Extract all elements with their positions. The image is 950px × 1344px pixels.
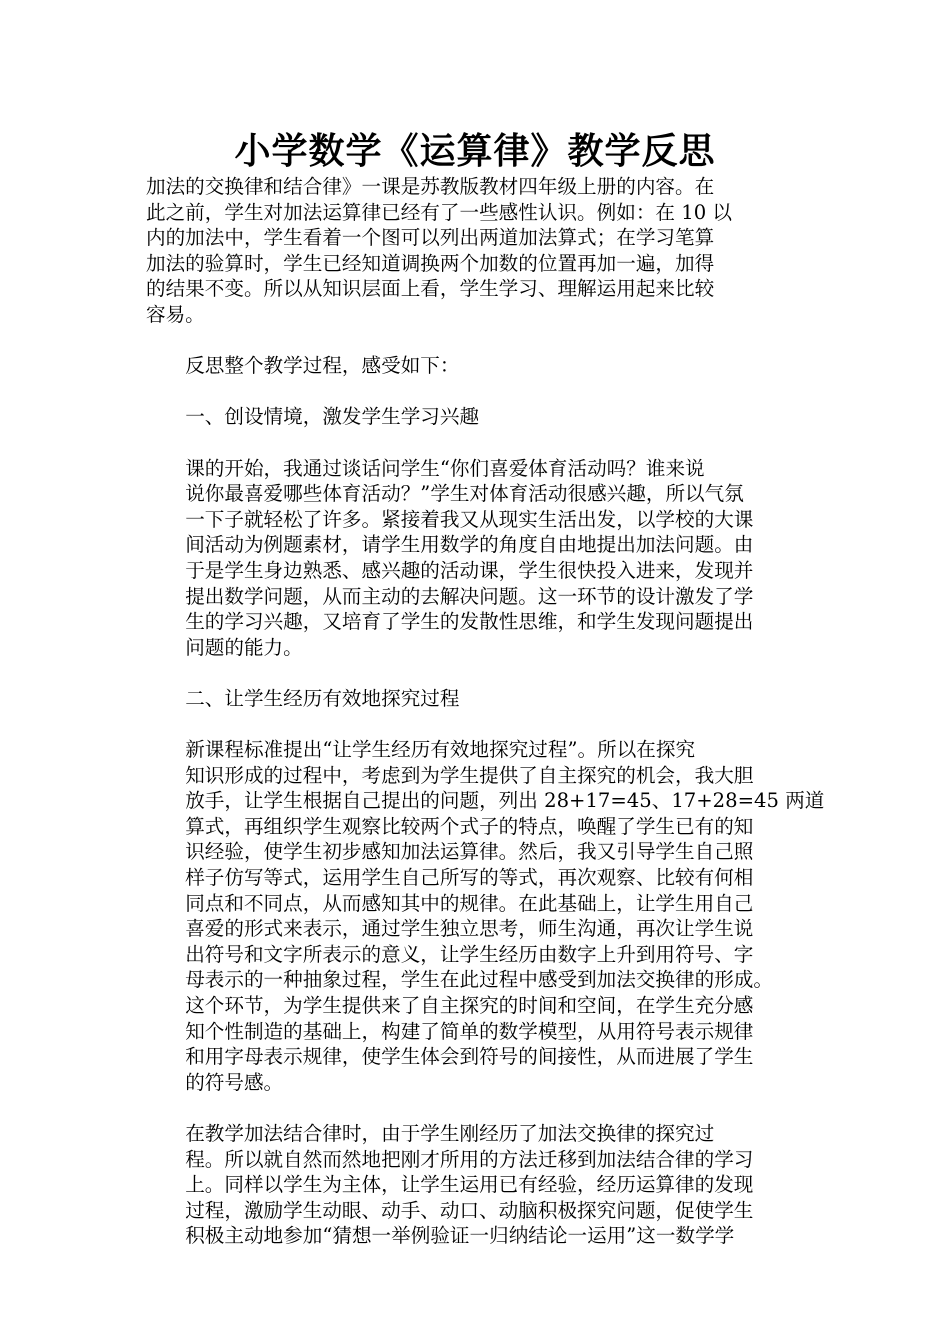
paragraph: [146, 174, 808, 328]
text-line: 上。同样以学生为主体，让学生运用已有经验，经历运算律的发现: [185, 1173, 754, 1197]
text-line: 此之前，学生对加法运算律已经有了一些感性认识。例如：在 10 以: [146, 200, 733, 224]
text-line: 这个环节，为学生提供来了自主探究的时间和空间，在学生充分感: [185, 994, 754, 1017]
text-line: 加法的验算时，学生已经知道调换两个加数的位置再加一遍，加得: [146, 251, 715, 275]
text-line: 的符号感。: [185, 1070, 284, 1094]
text-line: 内的加法中，学生看着一个图可以列出两道加法算式；在学习笔算: [146, 226, 715, 250]
text-line: 课的开始，我通过谈话问学生“你们喜爱体育活动吗？谁来说: [185, 456, 705, 480]
text-line: 放手，让学生根据自己提出的问题，列出 28+17=45、17+28=45 两道: [185, 789, 825, 813]
text-line: 喜爱的形式来表示，通过学生独立思考，师生沟通，再次让学生说: [185, 917, 754, 941]
text-line: 程。所以就自然而然地把刚才所用的方法迁移到加法结合律的学习: [185, 1147, 754, 1171]
document-body: [146, 174, 825, 1275]
text-line: 知识形成的过程中，考虑到为学生提供了自主探究的机会，我大胆: [185, 763, 754, 787]
text-line: 加法的交换律和结合律》一课是苏教版教材四年级上册的内容。在: [146, 175, 715, 198]
text-line: 于是学生身边熟悉、感兴趣的活动课，学生很快投入进来，发现并: [185, 558, 754, 582]
text-line: 的结果不变。所以从知识层面上看，学生学习、理解运用起来比较: [146, 277, 715, 301]
text-line: 一下子就轻松了许多。紧接着我又从现实生活出发，以学校的大课: [185, 507, 754, 531]
text-line: 新课程标准提出“让学生经历有效地探究过程”。所以在探究: [185, 738, 696, 762]
text-line: 识经验，使学生初步感知加法运算律。然后，我又引导学生自己照: [185, 840, 754, 864]
text-line: 二、让学生经历有效地探究过程: [185, 686, 460, 710]
text-line: 出符号和文字所表示的意义，让学生经历由数字上升到用符号、字: [185, 942, 754, 966]
document-title: 小学数学《运算律》教学反思: [234, 130, 716, 172]
text-line: 样子仿写等式，运用学生自己所写的等式，再次观察、比较有何相: [185, 866, 754, 890]
text-line: 反思整个教学过程，感受如下：: [185, 354, 460, 378]
text-line: 容易。: [146, 302, 205, 326]
text-line: 说你最喜爱哪些体育活动？”学生对体育活动很感兴趣，所以气氛: [185, 482, 744, 506]
text-line: 算式，再组织学生观察比较两个式子的特点，唤醒了学生已有的知: [185, 814, 754, 838]
text-line: 知个性制造的基础上，构建了简单的数学模型，从用符号表示规律: [185, 1019, 754, 1043]
paragraph: [146, 686, 808, 712]
paragraph: [146, 404, 808, 430]
paragraph: [146, 353, 808, 379]
text-line: 生的学习兴趣，又培育了学生的发散性思维，和学生发现问题提出: [185, 610, 754, 634]
text-line: 在教学加法结合律时，由于学生刚经历了加法交换律的探究过: [185, 1121, 715, 1145]
text-line: 母表示的一种抽象过程，学生在此过程中感受到加法交换律的形成。: [185, 968, 773, 992]
text-line: 过程，激励学生动眼、动手、动口、动脑积极探究问题，促使学生: [185, 1198, 754, 1222]
paragraph: [146, 1121, 808, 1249]
text-line: 间活动为例题素材，请学生用数学的角度自由地提出加法问题。由: [185, 533, 754, 557]
text-line: 一、创设情境，激发学生学习兴趣: [185, 405, 480, 429]
text-line: 问题的能力。: [185, 635, 303, 659]
text-line: 积极主动地参加“猜想一举例验证一归纳结论一运用”这一数学学: [185, 1224, 735, 1248]
paragraph: [146, 737, 825, 1095]
text-line: 和用字母表示规律，使学生体会到符号的间接性，从而进展了学生: [185, 1045, 754, 1069]
text-line: 同点和不同点，从而感知其中的规律。在此基础上，让学生用自己: [185, 891, 754, 915]
text-line: 提出数学问题，从而主动的去解决问题。这一环节的设计激发了学: [185, 584, 754, 608]
paragraph: [146, 456, 808, 661]
